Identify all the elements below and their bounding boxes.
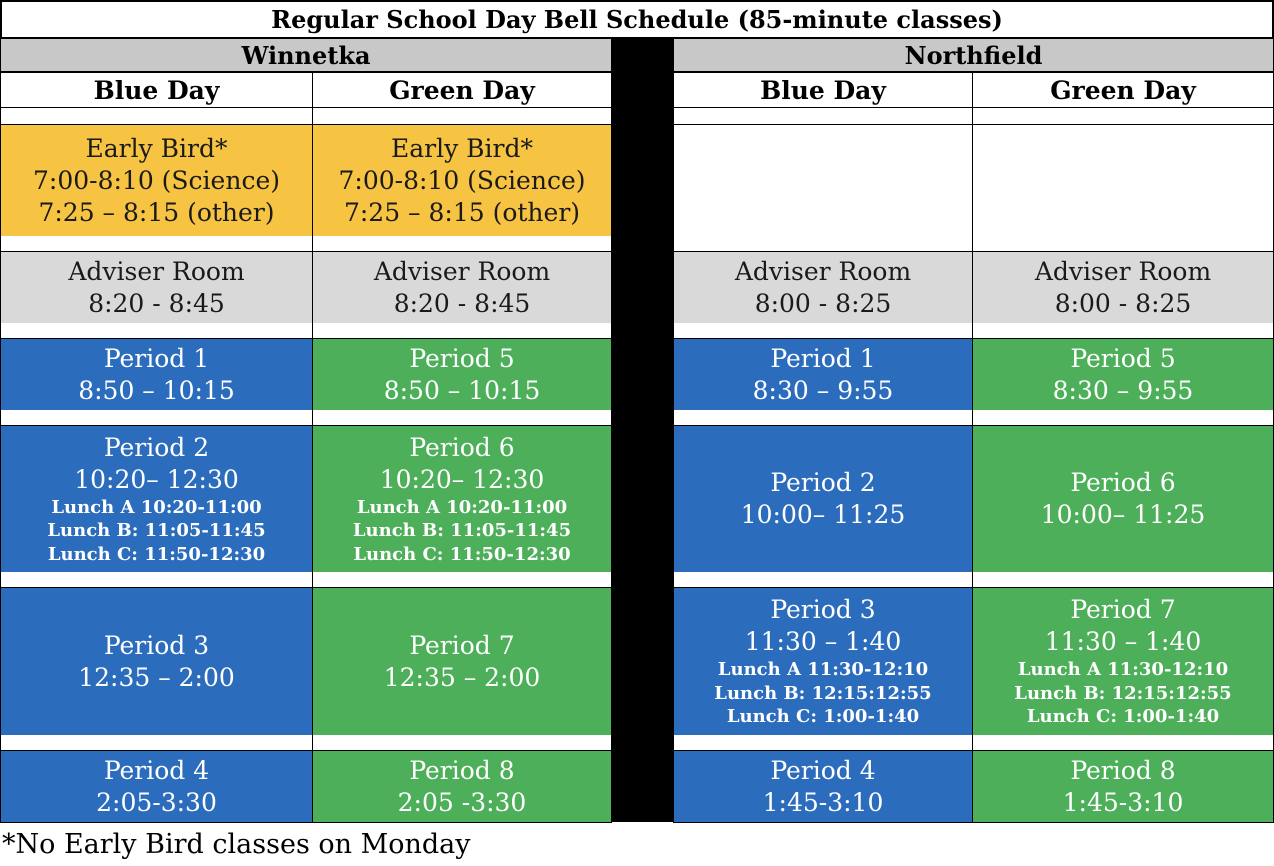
gap-row — [0, 108, 313, 125]
period-time: 8:50 – 10:15 — [78, 375, 235, 405]
period-name: Period 1 — [103, 343, 210, 373]
period-name: Period 8 — [1070, 755, 1176, 785]
period-name: Adviser Room — [68, 256, 245, 286]
lunch-b: Lunch B: 12:15:12:55 — [714, 682, 932, 704]
lunch-a: Lunch A 10:20-11:00 — [356, 496, 568, 518]
period-1-winnetka-blue — [0, 338, 313, 411]
period-5-northfield-green — [972, 338, 1274, 411]
period-name: Period 6 — [1070, 468, 1176, 497]
gap-row — [673, 323, 973, 339]
lunch-b: Lunch B: 11:05-11:45 — [47, 520, 266, 542]
lunch-b: Lunch B: 12:15:12:55 — [1014, 682, 1232, 704]
adviser-room-northfield-blue — [673, 251, 973, 324]
period-time: 11:30 – 1:40 — [1044, 627, 1202, 657]
gap-row — [0, 735, 313, 751]
gap-row — [972, 108, 1274, 125]
period-name: Period 8 — [409, 755, 515, 785]
period-time: 10:00– 11:25 — [1040, 500, 1206, 529]
period-8-winnetka-green — [312, 750, 612, 823]
gap-row — [312, 236, 612, 252]
period-8-northfield-green — [972, 750, 1274, 823]
period-time: 11:30 – 1:40 — [744, 627, 902, 657]
period-time: 7:25 – 8:15 (other) — [38, 197, 275, 227]
period-name: Period 1 — [770, 343, 876, 373]
lunch-a: Lunch A 11:30-12:10 — [1017, 659, 1229, 681]
lunch-a: Lunch A 11:30-12:10 — [717, 659, 929, 681]
period-name: Period 5 — [409, 343, 515, 373]
gap-row — [972, 236, 1274, 252]
period-1-northfield-blue — [673, 338, 973, 411]
period-3-northfield-blue — [673, 587, 973, 736]
gap-row — [673, 108, 973, 125]
day-header-northfield-green: Green Day — [972, 72, 1274, 108]
empty-cell-northfield-blue — [673, 124, 973, 237]
adviser-room-winnetka-green — [312, 251, 612, 324]
footnote: *No Early Bird classes on Monday — [2, 828, 471, 860]
period-time: 12:35 – 2:00 — [383, 662, 541, 692]
period-name: Period 6 — [409, 432, 515, 462]
gap-row — [673, 236, 973, 252]
period-time: 8:30 – 9:55 — [1052, 375, 1194, 405]
gap-row — [673, 735, 973, 751]
period-time: 7:00-8:10 (Science) — [33, 165, 280, 195]
early-bird-winnetka-green — [312, 124, 612, 237]
period-time: 8:20 - 8:45 — [88, 288, 225, 318]
period-4-winnetka-blue — [0, 750, 313, 823]
gap-row — [972, 323, 1274, 339]
period-name: Adviser Room — [734, 256, 912, 286]
period-6-winnetka-green — [312, 425, 612, 573]
period-name: Period 7 — [409, 630, 515, 660]
period-name: Period 2 — [770, 468, 876, 497]
lunch-b: Lunch B: 11:05-11:45 — [352, 520, 572, 542]
gap-row — [972, 735, 1274, 751]
period-4-northfield-blue — [673, 750, 973, 823]
day-header-winnetka-green: Green Day — [312, 72, 612, 108]
adviser-room-winnetka-blue — [0, 251, 313, 324]
period-name: Period 3 — [103, 630, 210, 660]
gap-row — [0, 572, 313, 588]
lunch-c: Lunch C: 11:50-12:30 — [353, 543, 571, 565]
day-header-winnetka-blue: Blue Day — [0, 72, 313, 108]
period-2-northfield-blue — [673, 425, 973, 573]
gap-row — [312, 410, 612, 426]
day-header-northfield-blue: Blue Day — [673, 72, 973, 108]
period-time: 7:25 – 8:15 (other) — [343, 197, 581, 227]
empty-cell-northfield-green — [972, 124, 1274, 237]
period-time: 12:35 – 2:00 — [78, 662, 235, 692]
period-time: 2:05-3:30 — [96, 787, 217, 817]
period-time: 2:05 -3:30 — [397, 787, 527, 817]
lunch-c: Lunch C: 1:00-1:40 — [726, 706, 920, 728]
period-name: Period 3 — [770, 595, 876, 625]
lunch-a: Lunch A 10:20-11:00 — [51, 496, 262, 518]
period-time: 8:50 – 10:15 — [383, 375, 541, 405]
gap-row — [312, 108, 612, 125]
lunch-c: Lunch C: 11:50-12:30 — [47, 543, 266, 565]
period-time: 8:00 - 8:25 — [1054, 288, 1192, 318]
period-time: 1:45-3:10 — [1062, 787, 1184, 817]
period-name: Adviser Room — [373, 256, 551, 286]
gap-row — [0, 410, 313, 426]
period-2-winnetka-blue — [0, 425, 313, 573]
period-name: Period 5 — [1070, 343, 1176, 373]
gap-row — [312, 572, 612, 588]
period-time: 1:45-3:10 — [762, 787, 884, 817]
period-name: Early Bird* — [391, 133, 533, 163]
adviser-room-northfield-green — [972, 251, 1274, 324]
campus-header-northfield: Northfield — [673, 38, 1274, 72]
schedule-title: Regular School Day Bell Schedule (85-minute classes) — [0, 0, 1274, 38]
campus-divider — [612, 38, 673, 822]
period-time: 8:30 – 9:55 — [752, 375, 894, 405]
gap-row — [0, 236, 313, 252]
period-name: Early Bird* — [85, 133, 228, 163]
period-name: Period 7 — [1070, 595, 1176, 625]
period-time: 7:00-8:10 (Science) — [338, 165, 586, 195]
period-6-northfield-green — [972, 425, 1274, 573]
campus-header-winnetka: Winnetka — [0, 38, 612, 72]
gap-row — [972, 572, 1274, 588]
gap-row — [312, 323, 612, 339]
lunch-c: Lunch C: 1:00-1:40 — [1026, 706, 1220, 728]
period-time: 8:20 - 8:45 — [393, 288, 531, 318]
period-7-northfield-green — [972, 587, 1274, 736]
period-time: 10:00– 11:25 — [740, 500, 906, 529]
gap-row — [972, 410, 1274, 426]
period-name: Adviser Room — [1034, 256, 1212, 286]
period-7-winnetka-green — [312, 587, 612, 736]
period-name: Period 4 — [103, 755, 210, 785]
gap-row — [0, 323, 313, 339]
period-name: Period 2 — [103, 432, 210, 462]
period-name: Period 4 — [770, 755, 876, 785]
gap-row — [673, 410, 973, 426]
period-time: 10:20– 12:30 — [74, 464, 239, 494]
period-time: 8:00 - 8:25 — [754, 288, 892, 318]
period-3-winnetka-blue — [0, 587, 313, 736]
period-5-winnetka-green — [312, 338, 612, 411]
period-time: 10:20– 12:30 — [379, 464, 545, 494]
gap-row — [312, 735, 612, 751]
early-bird-winnetka-blue — [0, 124, 313, 237]
gap-row — [673, 572, 973, 588]
